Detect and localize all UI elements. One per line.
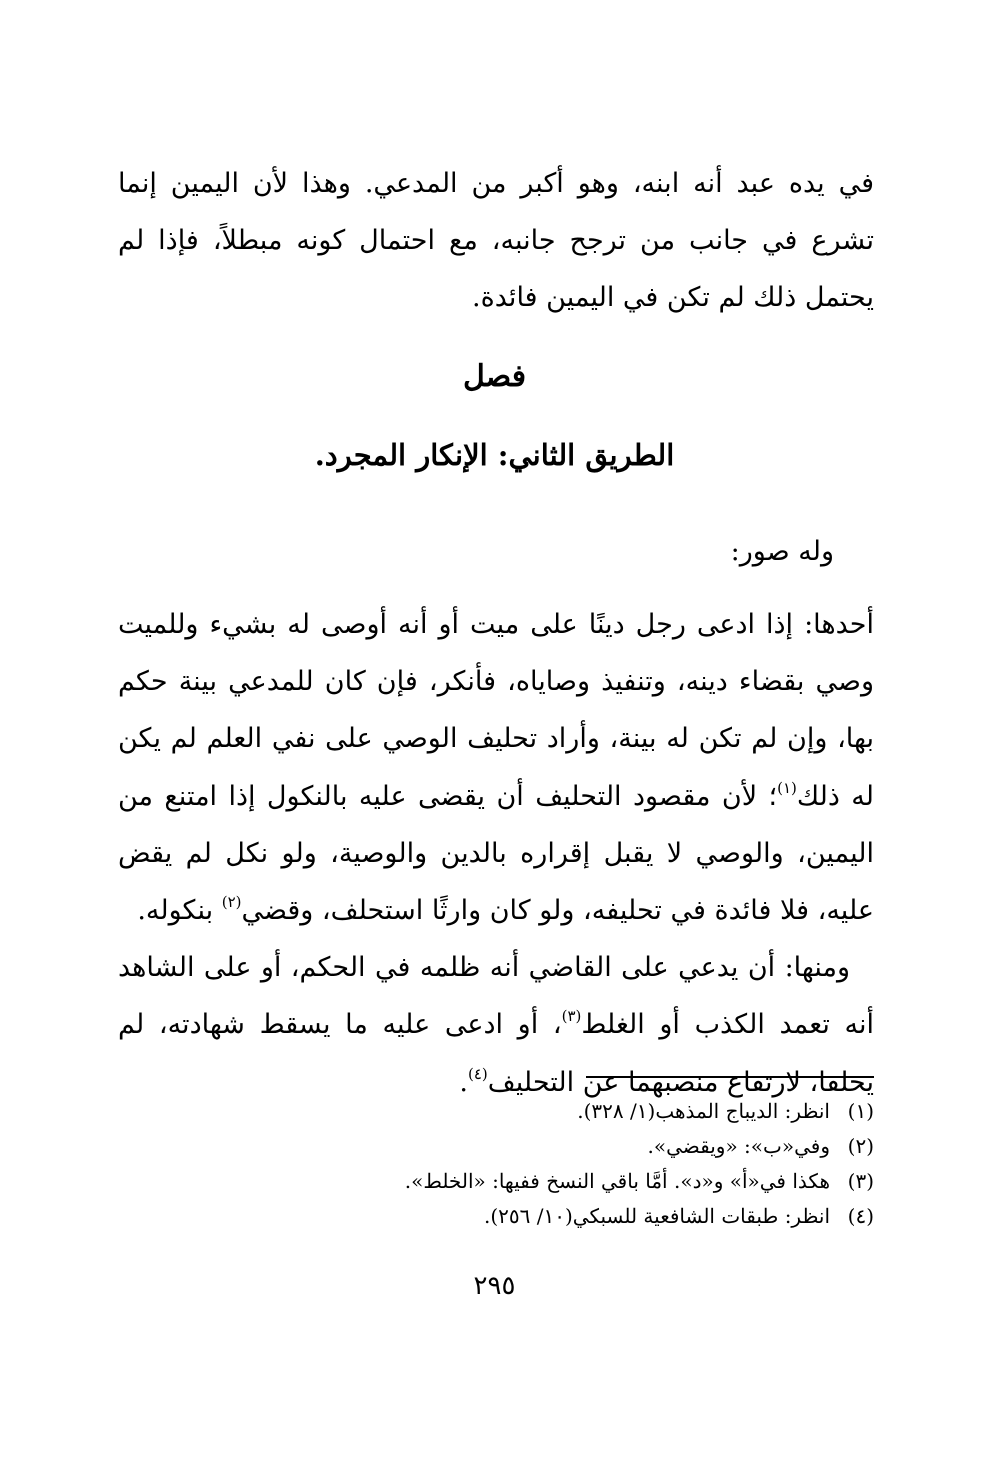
paragraph-text: .	[459, 1066, 468, 1098]
footnote-number: (١)	[847, 1099, 874, 1123]
footnote-ref-4: (٤)	[468, 1064, 488, 1083]
footnote-item	[300, 1094, 874, 1129]
paragraph-text: بنكوله.	[137, 895, 222, 927]
footnote-ref-3: (٣)	[561, 1007, 582, 1026]
paragraph-text: ؛ لأن مقصود التحليف أن يقضى عليه بالنكول إذا امتنع من اليمين، والوصي لا يقبل إقراره بالدين والوصية، ولو نكل لم يقض عليه، فلا فائدة في تحليفه، ولو كان وارثًا استحلف، وقضي	[118, 780, 874, 927]
footnote-text: وفي«ب»: «ويقضي».	[647, 1134, 830, 1158]
footnote-ref-1: (١)	[777, 778, 797, 797]
paragraph-text: أحدها: إذا ادعى رجل دينًا على ميت أو أنه أوصى له بشيء وللميت وصي بقضاء دينه، وتنفيذ وصاياه، فأنكر، فإن كان للمدعي بينة حكم بها، وإن لم تكن له بينة، وأراد تحليف الوصي على نفي العلم لم يكن له ذلك	[118, 609, 874, 812]
paragraph-first-case	[118, 596, 874, 939]
footnote-divider	[586, 1076, 874, 1078]
section-subtitle: الطريق الثاني: الإنكار المجرد.	[314, 438, 675, 472]
paragraph-text: ، أو ادعى عليه ما يسقط شهادته، لم يحلفا، لارتفاع منصبهما عن التحليف	[118, 1009, 874, 1098]
footnote-text: هكذا في«أ» و«د». أمَّا باقي النسخ ففيها: «الخلط».	[404, 1169, 830, 1193]
section-heading: فصل	[462, 359, 527, 394]
page-number: ٢٩٥	[473, 1271, 516, 1301]
footnote-ref-2: (٢)	[221, 893, 242, 912]
footnote-text: انظر: الديباج المذهب(١/ ٣٢٨).	[577, 1099, 830, 1123]
footnotes-list	[300, 1094, 874, 1234]
intro-line: وله صور:	[730, 536, 834, 567]
footnote-item	[300, 1164, 874, 1199]
footnote-item	[300, 1129, 874, 1164]
paragraph-second-case	[118, 939, 874, 1111]
footnote-text: انظر: طبقات الشافعية للسبكي(١٠/ ٢٥٦).	[483, 1204, 830, 1228]
paragraph-text: ومنها: أن يدعي على القاضي أنه ظلمه في الحكم، أو على الشاهد أنه تعمد الكذب أو الغلط	[118, 952, 874, 1041]
opening-paragraph: في يده عبد أنه ابنه، وهو أكبر من المدعي. وهذا لأن اليمين إنما تشرع في جانب من ترجح جانبه، مع احتمال كونه مبطلاً، فإذا لم يحتمل ذلك لم تكن في اليمين فائدة.	[118, 168, 874, 313]
footnote-number: (٢)	[847, 1134, 874, 1158]
main-body	[118, 596, 874, 1111]
footnote-number: (٤)	[847, 1204, 874, 1228]
footnote-number: (٣)	[847, 1169, 874, 1193]
footnote-item	[300, 1199, 874, 1234]
